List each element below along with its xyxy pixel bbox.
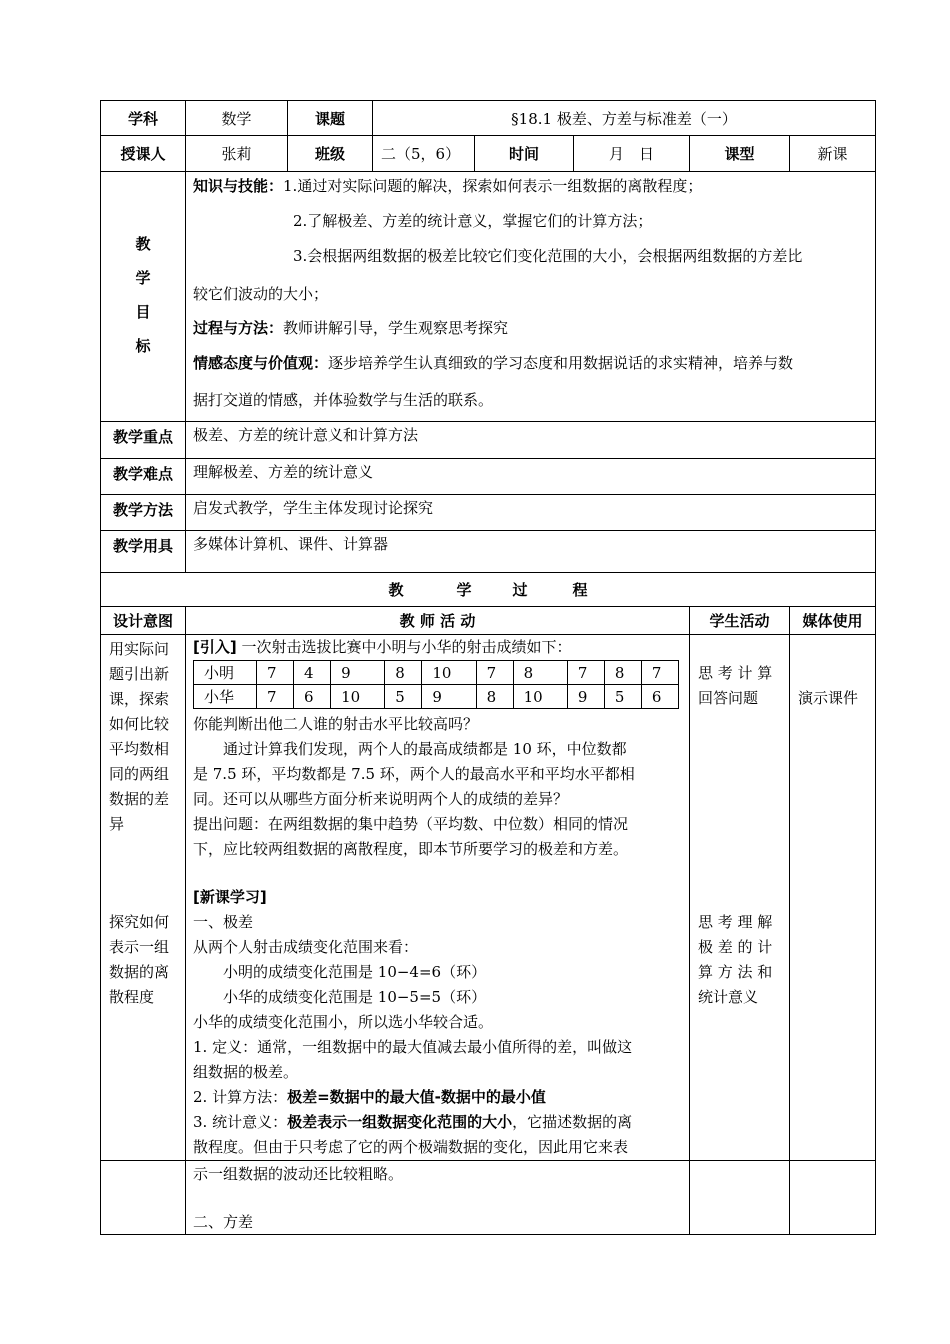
skill-label: 知识与技能：	[193, 177, 284, 195]
method-label: 教学方法	[112, 500, 173, 519]
tools-label: 教学用具	[112, 536, 173, 555]
score-cell: 7	[257, 661, 294, 685]
difficulty-value: 理解极差、方差的统计意义	[193, 463, 374, 481]
type-value: 新课	[817, 145, 848, 163]
focus-value: 极差、方差的统计意义和计算方法	[193, 426, 419, 444]
time-label: 时间	[508, 145, 539, 163]
score-cell: 8	[385, 661, 422, 685]
score-cell: 6	[294, 685, 331, 709]
col-media: 媒体使用	[802, 612, 863, 630]
topic-label: 课题	[314, 109, 345, 128]
new-lesson-tag: [新课学习]	[193, 888, 267, 906]
class-value: 二（5，6）	[381, 145, 461, 163]
teacher-label: 授课人	[120, 145, 166, 163]
difficulty-label: 教学难点	[112, 464, 173, 483]
score-table	[193, 660, 679, 709]
skill-item-2: 2.了解极差、方差的统计意义，掌握它们的计算方法；	[293, 212, 653, 230]
emotion-text-cont: 据打交道的情感，并体验数学与生活的联系。	[193, 391, 494, 409]
col-student: 学生活动	[709, 612, 770, 630]
subject-label: 学科	[127, 109, 158, 128]
focus-label: 教学重点	[112, 427, 173, 446]
intro-line	[193, 635, 572, 660]
topic-value: §18.1 极差、方差与标准差（一）	[511, 109, 737, 128]
score-cell: 7	[257, 685, 294, 709]
score-cell: 7	[641, 661, 678, 685]
score-cell: 10	[331, 685, 385, 709]
tools-value: 多媒体计算机、课件、计算器	[193, 535, 389, 553]
skill-item-1: 1.通过对实际问题的解决，探索如何表示一组数据的离散程度；	[283, 177, 703, 195]
skill-item-3: 3.会根据两组数据的极差比较它们变化范围的大小，会根据两组数据的方差比	[293, 247, 803, 265]
score-name: 小明	[194, 661, 257, 685]
col-design: 设计意图	[112, 612, 173, 630]
type-label: 课型	[724, 145, 755, 163]
time-value: 月 日	[608, 145, 654, 163]
score-cell: 8	[476, 685, 513, 709]
score-cell: 10	[422, 661, 476, 685]
process-text: 教师讲解引导，学生观察思考探究	[283, 319, 509, 337]
score-cell: 8	[604, 661, 641, 685]
score-cell: 10	[513, 685, 567, 709]
emotion-label: 情感态度与价值观：	[193, 354, 329, 372]
score-cell: 9	[331, 661, 385, 685]
score-cell: 6	[641, 685, 678, 709]
intro-tag: [引入]	[193, 638, 237, 656]
score-row-xiaoming	[194, 661, 679, 685]
score-cell: 5	[385, 685, 422, 709]
process-label: 过程与方法：	[193, 319, 284, 337]
media-1: 演示课件	[798, 689, 859, 707]
score-cell: 4	[294, 661, 331, 685]
method-value: 启发式教学，学生主体发现讨论探究	[193, 499, 434, 517]
emotion-text: 逐步培养学生认真细致的学习态度和用数据说话的求实精神，培养与数	[328, 354, 794, 372]
teacher-value: 张莉	[221, 145, 252, 163]
score-cell: 5	[604, 685, 641, 709]
score-cell: 9	[567, 685, 604, 709]
class-label: 班级	[314, 145, 345, 163]
score-row-xiaohua	[194, 685, 679, 709]
score-cell: 7	[476, 661, 513, 685]
subject-value: 数学	[221, 109, 252, 128]
score-cell: 9	[422, 685, 476, 709]
col-teacher: 教 师 活 动	[399, 612, 476, 630]
score-cell: 8	[513, 661, 567, 685]
score-cell: 7	[567, 661, 604, 685]
skill-item-3-cont: 较它们波动的大小；	[193, 285, 329, 303]
intro-text: 一次射击选拔比赛中小明与小华的射击成绩如下：	[236, 638, 572, 656]
score-name: 小华	[194, 685, 257, 709]
